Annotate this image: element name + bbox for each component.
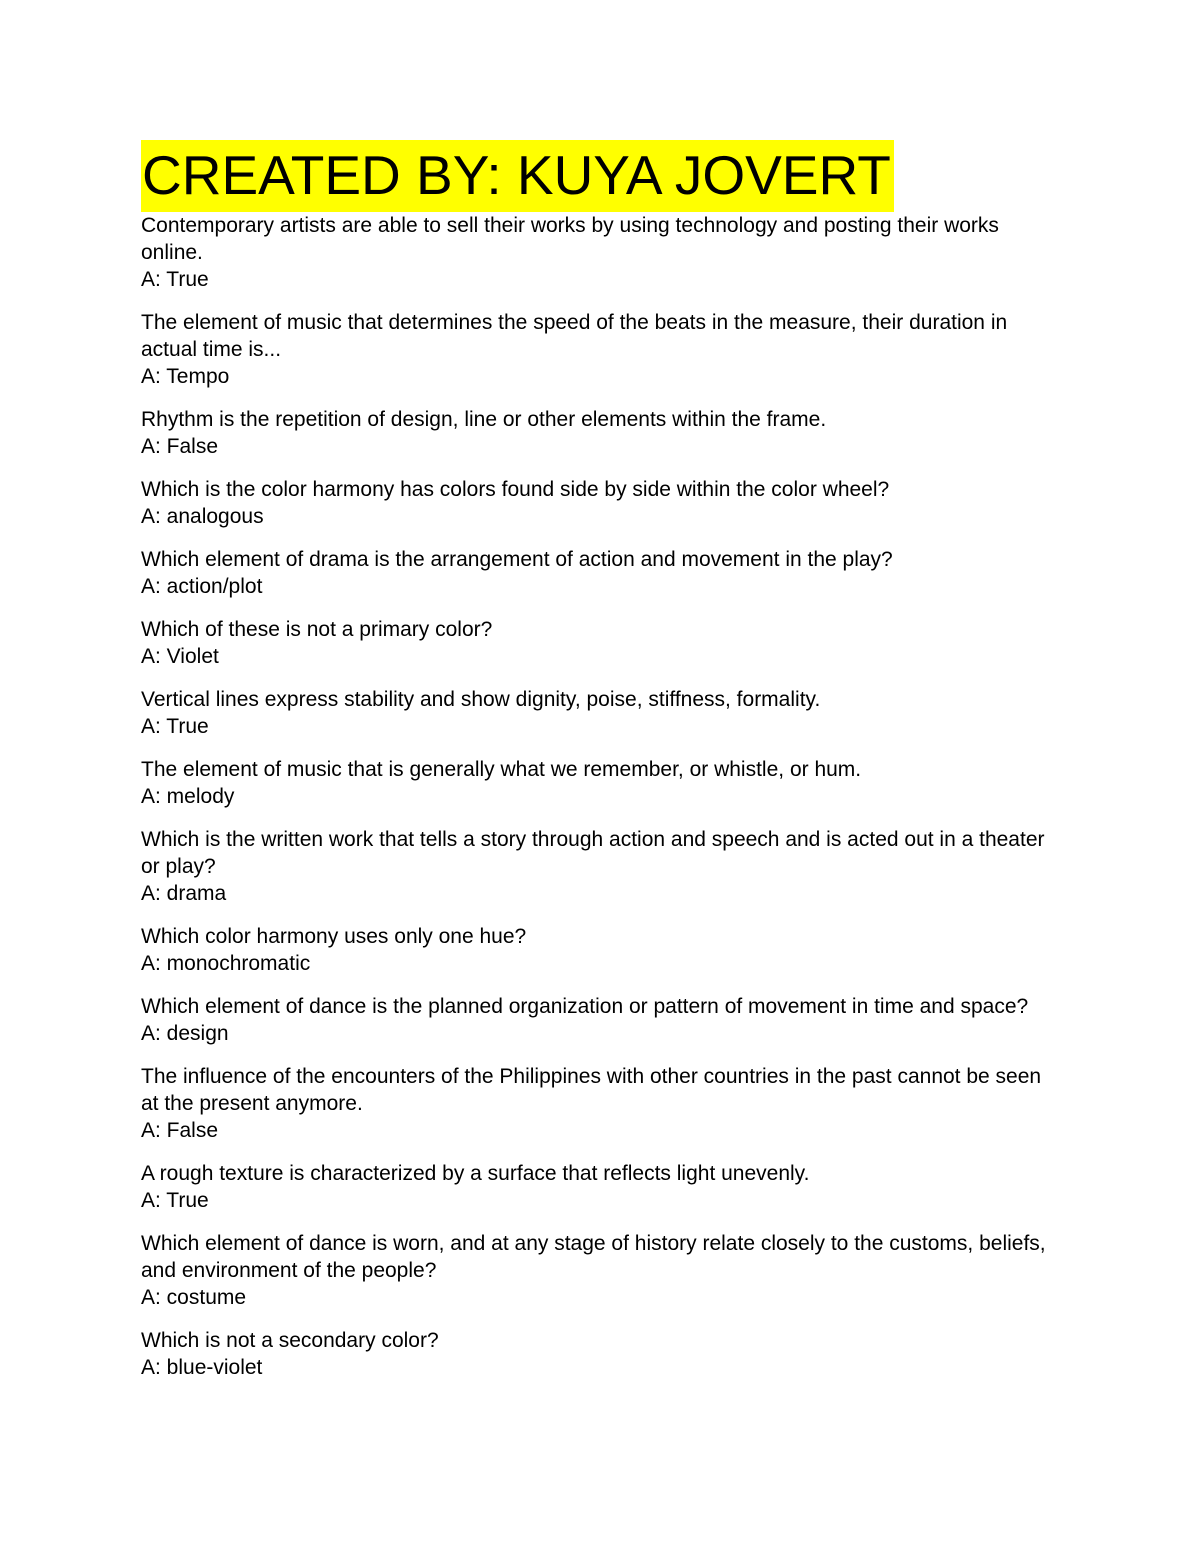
- question-text: Rhythm is the repetition of design, line or other elements within the frame.: [141, 408, 827, 431]
- question-text: The influence of the encounters of the Philippines with other countries in the past cannot be seen at the present anymore.: [141, 1065, 1042, 1115]
- qa-item: [141, 546, 1061, 600]
- qa-item: [141, 1063, 1061, 1144]
- question-text: A rough texture is characterized by a surface that reflects light unevenly.: [141, 1162, 810, 1185]
- qa-item: [141, 212, 1061, 293]
- answer-text: A: Tempo: [141, 365, 230, 388]
- answer-text: A: False: [141, 1119, 219, 1142]
- qa-item: [141, 826, 1061, 907]
- qa-item: [141, 1230, 1061, 1311]
- answer-text: A: melody: [141, 785, 235, 808]
- answer-text: A: blue-violet: [141, 1356, 263, 1379]
- qa-item: [141, 406, 1061, 460]
- answer-text: A: Violet: [141, 645, 219, 668]
- question-text: Which element of dance is worn, and at any stage of history relate closely to the customs, beliefs, and environment of the people?: [141, 1232, 1046, 1282]
- answer-text: A: True: [141, 1189, 209, 1212]
- question-text: Which is the color harmony has colors found side by side within the color wheel?: [141, 478, 890, 501]
- answer-text: A: design: [141, 1022, 229, 1045]
- qa-item: [141, 686, 1061, 740]
- question-text: Which color harmony uses only one hue?: [141, 925, 527, 948]
- question-text: Which is the written work that tells a story through action and speech and is acted out in a theater or play?: [141, 828, 1045, 878]
- qa-list: [141, 212, 1061, 1381]
- question-text: Contemporary artists are able to sell their works by using technology and posting their works online.: [141, 214, 999, 264]
- qa-item: [141, 616, 1061, 670]
- question-text: Which is not a secondary color?: [141, 1329, 439, 1352]
- document-content: [141, 140, 1061, 1381]
- question-text: Vertical lines express stability and show dignity, poise, stiffness, formality.: [141, 688, 821, 711]
- answer-text: A: True: [141, 268, 209, 291]
- question-text: Which of these is not a primary color?: [141, 618, 493, 641]
- answer-text: A: costume: [141, 1286, 247, 1309]
- question-text: Which element of dance is the planned organization or pattern of movement in time and space?: [141, 995, 1029, 1018]
- answer-text: A: action/plot: [141, 575, 263, 598]
- answer-text: A: True: [141, 715, 209, 738]
- qa-item: [141, 1160, 1061, 1214]
- qa-item: [141, 309, 1061, 390]
- question-text: The element of music that is generally what we remember, or whistle, or hum.: [141, 758, 862, 781]
- qa-item: [141, 1327, 1061, 1381]
- answer-text: A: monochromatic: [141, 952, 311, 975]
- qa-item: [141, 476, 1061, 530]
- answer-text: A: analogous: [141, 505, 264, 528]
- answer-text: A: False: [141, 435, 219, 458]
- answer-text: A: drama: [141, 882, 227, 905]
- qa-item: [141, 756, 1061, 810]
- qa-item: [141, 993, 1061, 1047]
- qa-item: [141, 923, 1061, 977]
- question-text: The element of music that determines the speed of the beats in the measure, their duration in actual time is...: [141, 311, 1008, 361]
- question-text: Which element of drama is the arrangement of action and movement in the play?: [141, 548, 893, 571]
- page-title: CREATED BY: KUYA JOVERT: [141, 140, 894, 212]
